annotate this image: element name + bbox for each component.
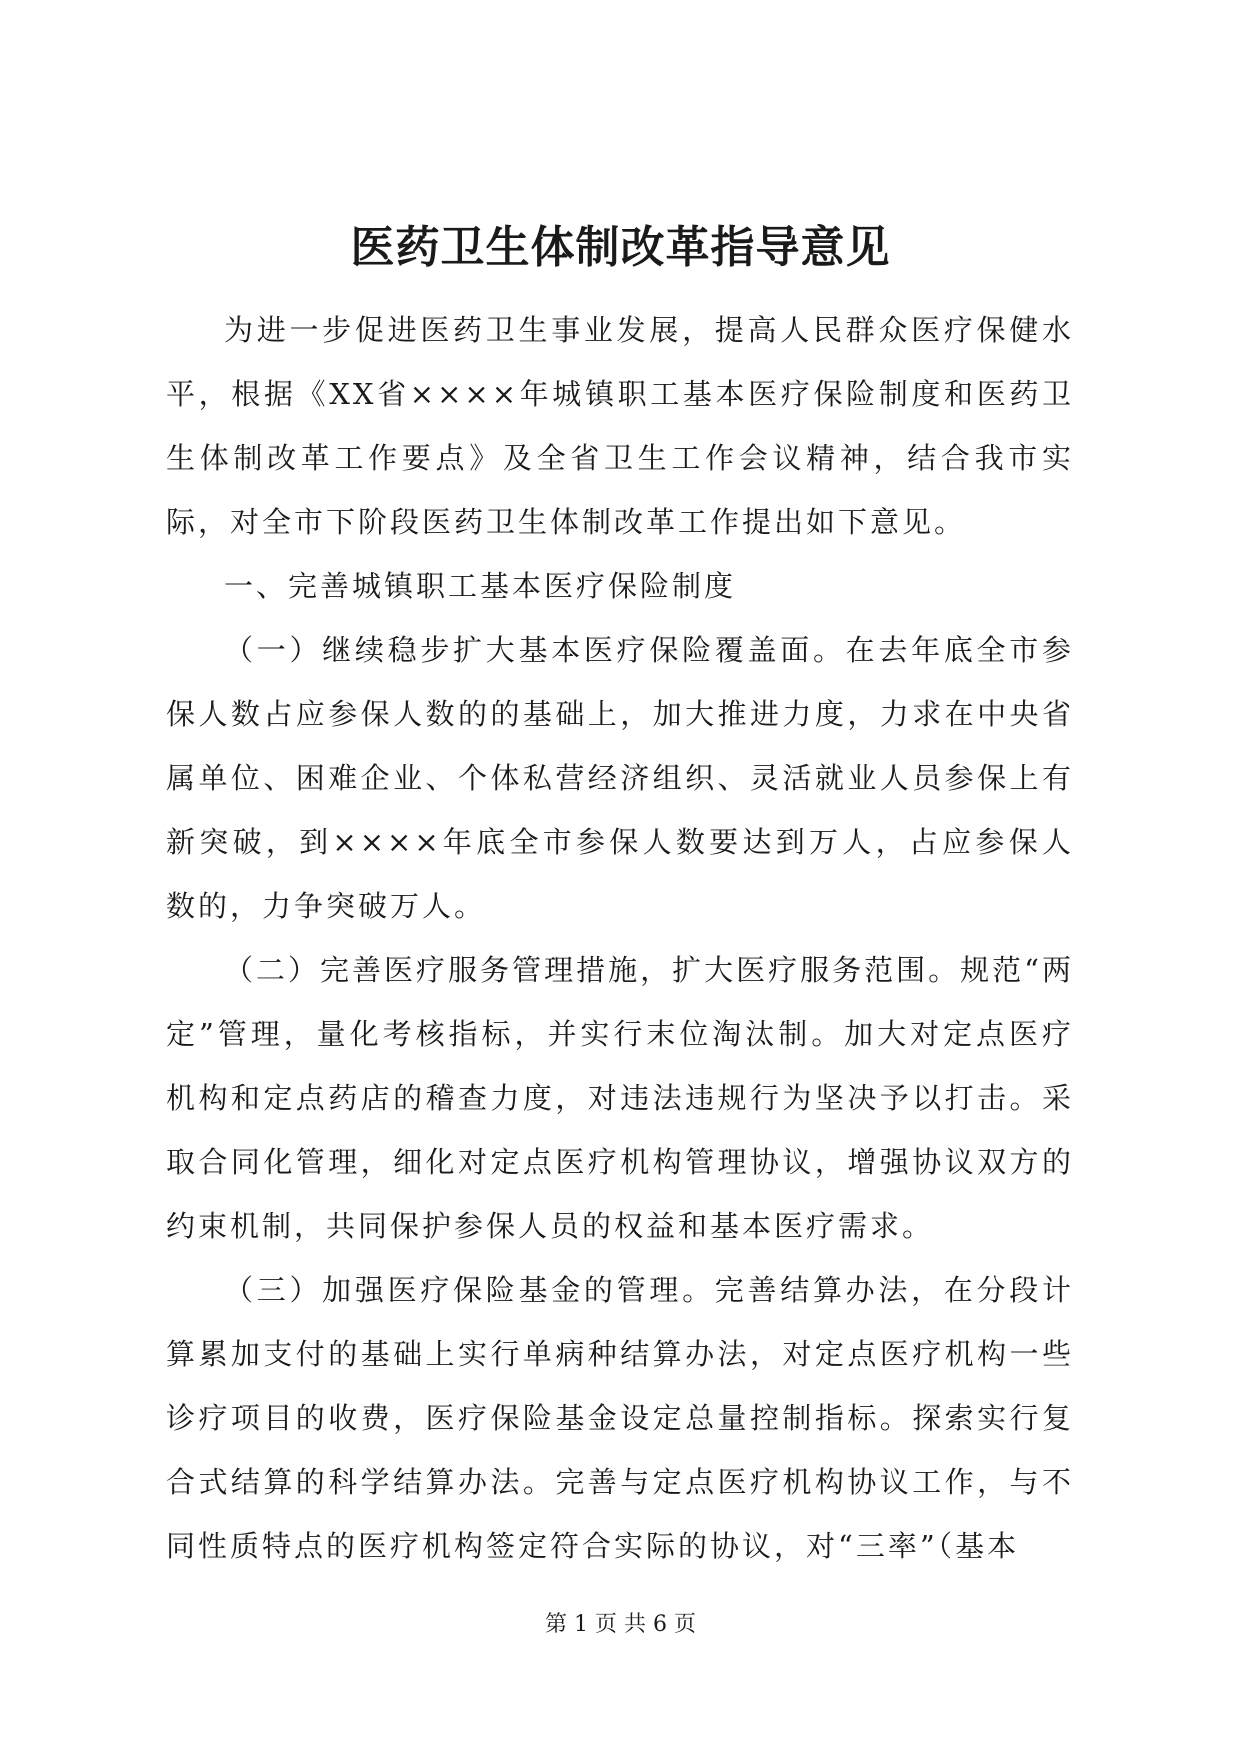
paragraph-item-2: （二）完善医疗服务管理措施，扩大医疗服务范围。规范“两定”管理，量化考核指标，并实行末位淘汰制。加大对定点医疗机构和定点药店的稽查力度，对违法违规行为坚决予以打击。采取合同化管理，细化对定点医疗机构管理协议，增强协议双方的约束机制，共同保护参保人员的权益和基本医疗需求。 (166, 953, 1074, 1243)
page-title: 医药卫生体制改革指导意见 (350, 222, 891, 273)
paragraph-item-1: （一）继续稳步扩大基本医疗保险覆盖面。在去年底全市参保人数占应参保人数的的基础上，加大推进力度，力求在中央省属单位、困难企业、个体私营经济组织、灵活就业人员参保上有新突破，到××××年底全市参保人数要达到万人，占应参保人数的，力争突破万人。 (166, 633, 1074, 923)
section-heading-1: 一、完善城镇职工基本医疗保险制度 (224, 569, 737, 603)
paragraph-item-3: （三）加强医疗保险基金的管理。完善结算办法，在分段计算累加支付的基础上实行单病种结算办法，对定点医疗机构一些诊疗项目的收费，医疗保险基金设定总量控制指标。探索实行复合式结算的科学结算办法。完善与定点医疗机构协议工作，与不同性质特点的医疗机构签定符合实际的协议，对“三率”（基本 (166, 1273, 1074, 1563)
paragraph-intro: 为进一步促进医药卫生事业发展，提高人民群众医疗保健水平，根据《XX省××××年城镇职工基本医疗保险制度和医药卫生体制改革工作要点》及全省卫生工作会议精神，结合我市实际，对全市下阶段医药卫生体制改革工作提出如下意见。 (166, 313, 1074, 539)
document-body (166, 298, 1074, 1578)
page-footer: 第 1 页 共 6 页 (545, 1612, 696, 1637)
